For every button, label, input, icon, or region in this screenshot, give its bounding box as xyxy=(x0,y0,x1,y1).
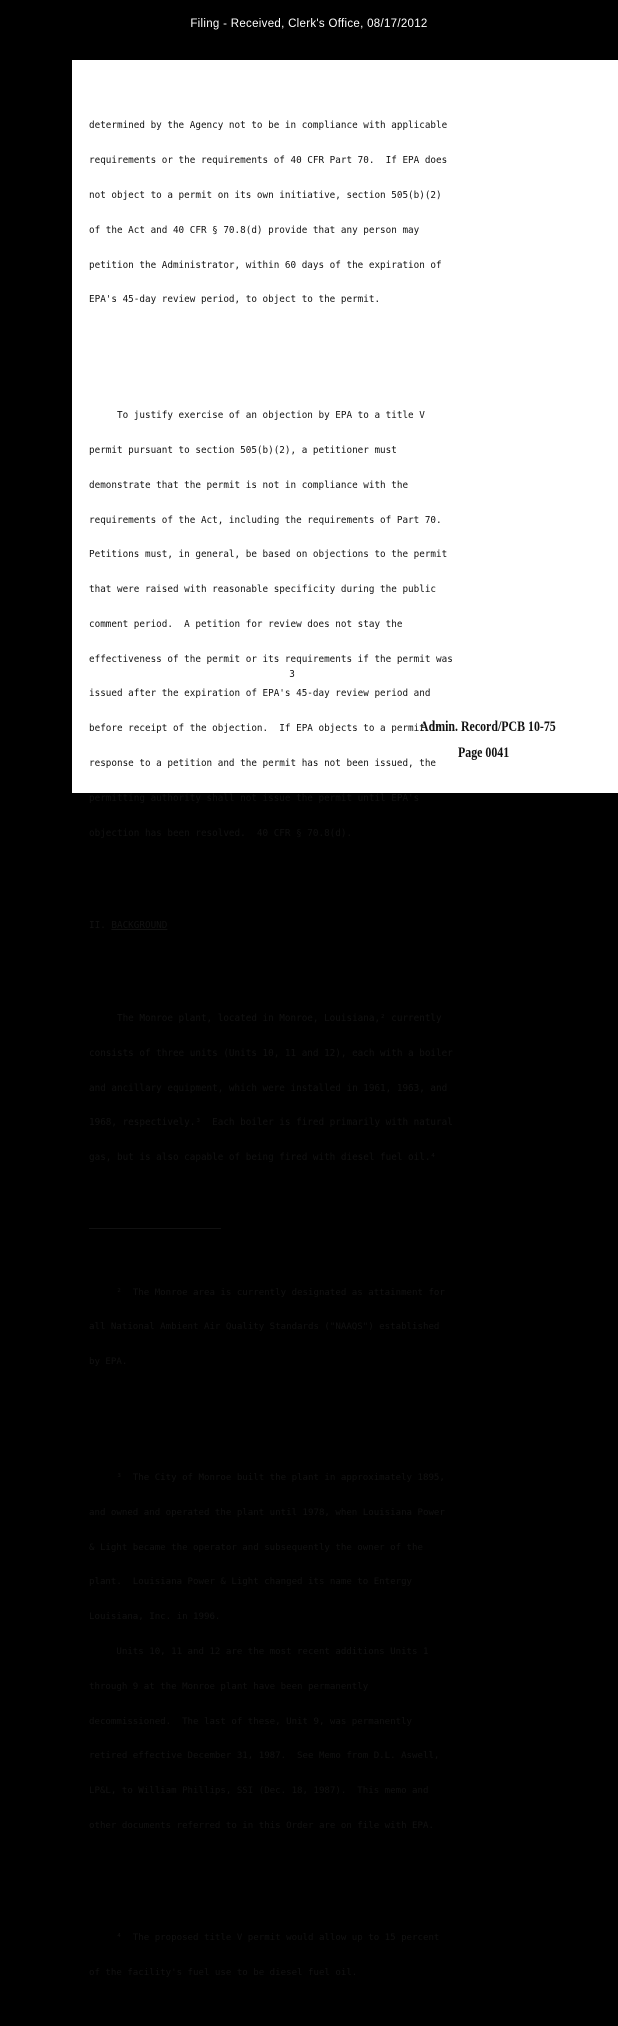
filing-stamp-header: Filing - Received, Clerk's Office, 08/17/2012 xyxy=(190,18,428,30)
text-line: The Monroe plant, located in Monroe, Louisiana,² currently xyxy=(89,1013,442,1025)
text-line: that were raised with reasonable specificity during the public xyxy=(89,584,437,596)
text-line: of the facility's fuel use to be diesel fuel oil. xyxy=(89,1968,358,1978)
admin-record-stamp: Admin. Record/PCB 10-75 xyxy=(420,719,556,735)
text-line: comment period. A petition for review does not stay the xyxy=(89,618,403,630)
text-line: gas, but is also capable of being fired with diesel fuel oil.⁴ xyxy=(89,1152,437,1164)
text-line: LP&L, to William Phillips, SSI (Dec. 18, 1987). This memo and xyxy=(89,1786,429,1797)
text-line: Petitions must, in general, be based on objections to the permit xyxy=(89,549,448,561)
text-line: other documents referred to in this Order are on file with EPA. xyxy=(89,1820,434,1831)
text-line: demonstrate that the permit is not in compliance with the xyxy=(89,479,409,491)
footnote-2 xyxy=(89,1264,529,1392)
text-line: objection has been resolved. 40 CFR § 70.8(d). xyxy=(89,827,353,839)
text-line: all National Ambient Air Quality Standards ("NAAQS") established xyxy=(89,1322,440,1333)
text-line: consists of three units (Units 10, 11 and 12), each with a boiler xyxy=(89,1047,453,1059)
text-line: determined by the Agency not to be in compliance with applicable xyxy=(89,120,448,132)
text-line: To justify exercise of an objection by EPA to a title V xyxy=(89,410,425,422)
text-line: permitting authority shall not issue the permit until EPA's xyxy=(89,792,420,804)
section-title: BACKGROUND xyxy=(111,920,168,932)
text-line: effectiveness of the permit or its requirements if the permit was xyxy=(89,653,453,665)
text-line: & Light became the operator and subsequently the owner of the xyxy=(89,1542,423,1553)
text-line: by EPA. xyxy=(89,1357,128,1368)
footnote-3 xyxy=(89,1450,529,1856)
text-line: not object to a permit on its own initiative, section 505(b)(2) xyxy=(89,189,442,201)
section-number: II. xyxy=(89,920,112,932)
paragraph-intro xyxy=(89,97,529,329)
page-number: 3 xyxy=(289,669,295,680)
text-line: and ancillary equipment, which were installed in 1961, 1963, and xyxy=(89,1082,448,1094)
footnote-4 xyxy=(89,1910,529,2003)
text-line: requirements or the requirements of 40 CFR Part 70. If EPA does xyxy=(89,155,448,167)
text-line: through 9 at the Monroe plant have been permanently xyxy=(89,1681,369,1692)
text-line: Louisiana, Inc. in 1996. xyxy=(89,1612,221,1623)
text-line: response to a petition and the permit has not been issued, the xyxy=(89,758,437,770)
text-line: of the Act and 40 CFR § 70.8(d) provide that any person may xyxy=(89,224,420,236)
text-line: before receipt of the objection. If EPA objects to a permit in xyxy=(89,723,442,735)
document-body xyxy=(89,74,529,2026)
text-line: ⁴ The proposed title V permit would allow up to 15 percent xyxy=(89,1933,440,1944)
text-line: 1968, respectively.³ Each boiler is fired primarily with natural xyxy=(89,1117,453,1129)
page-label-stamp: Page 0041 xyxy=(458,745,510,761)
text-line: petition the Administrator, within 60 days of the expiration of xyxy=(89,259,442,271)
text-line: ³ The City of Monroe built the plant in approximately 1895, xyxy=(89,1473,445,1484)
text-line: Units 10, 11 and 12 are the most recent additions Units 1 xyxy=(89,1646,429,1657)
text-line: decommissioned. The last of these, Unit 9, was permanently xyxy=(89,1716,413,1727)
footnote-divider xyxy=(89,1228,221,1229)
section-heading xyxy=(89,920,529,932)
text-line: requirements of the Act, including the requirements of Part 70. xyxy=(89,514,442,526)
document-page xyxy=(72,60,618,1978)
text-line: and owned and operated the plant until 1978, when Louisiana Power xyxy=(89,1507,445,1518)
text-line: retired effective December 31, 1987. See Memo from D.L. Aswell, xyxy=(89,1751,440,1762)
text-line: EPA's 45-day review period, to object to the permit. xyxy=(89,294,381,306)
paragraph-background xyxy=(89,990,529,1187)
text-line: permit pursuant to section 505(b)(2), a petitioner must xyxy=(89,445,397,456)
text-line: issued after the expiration of EPA's 45-day review period and xyxy=(89,688,431,700)
text-line: ² The Monroe area is currently designated as attainment for xyxy=(89,1287,445,1298)
paragraph-objection xyxy=(89,387,529,862)
text-line: plant. Louisiana Power & Light changed its name to Entergy xyxy=(89,1577,413,1588)
